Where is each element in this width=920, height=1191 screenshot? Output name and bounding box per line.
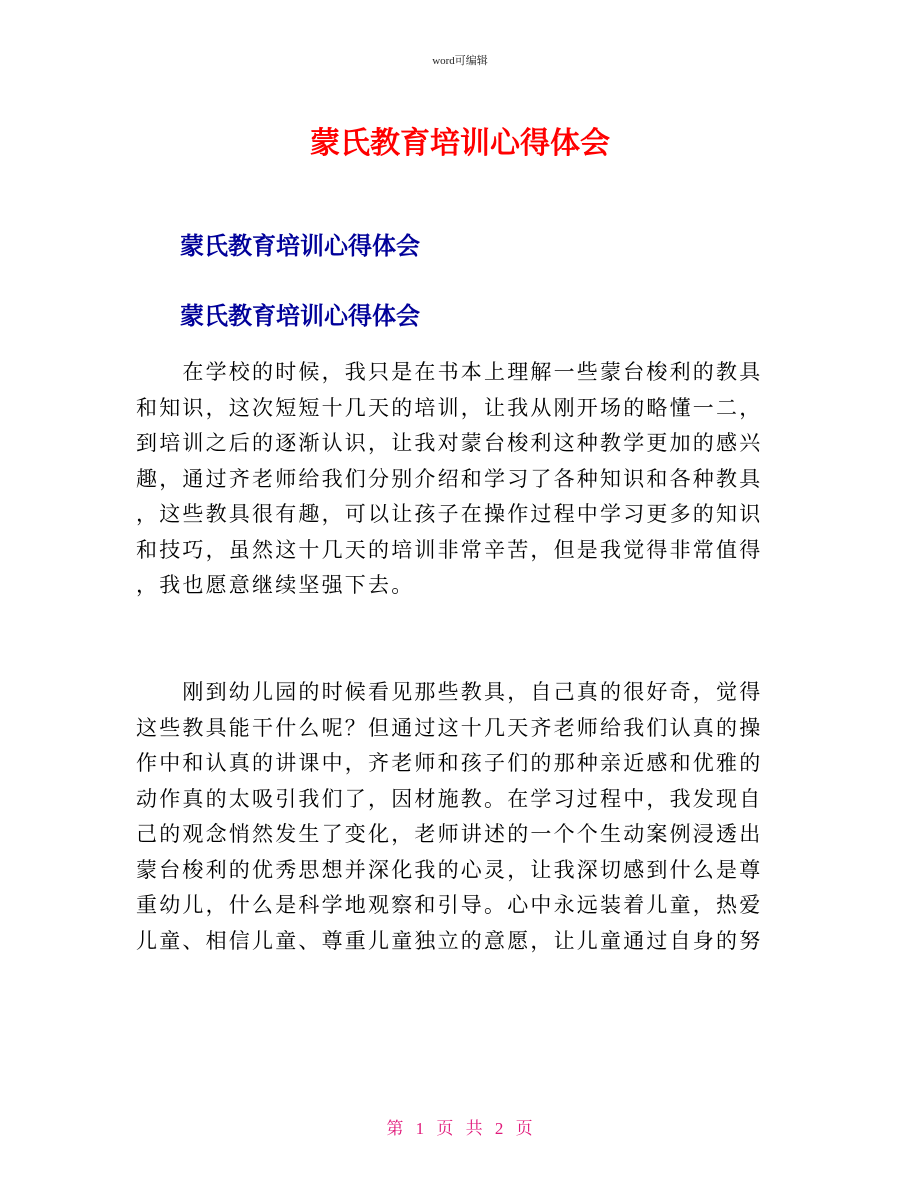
text-line: 到培训之后的逐渐认识，让我对蒙台梭利这种教学更加的感兴	[136, 431, 763, 455]
paragraph	[136, 355, 786, 604]
text-line: 和技巧，虽然这十几天的培训非常辛苦，但是我觉得非常值得	[136, 537, 763, 562]
text-line: 刚到幼儿园的时候看见那些教具，自己真的很好奇，觉得	[136, 680, 763, 704]
page-number-footer: 第 1 页 共 2 页	[386, 1119, 534, 1138]
text-line: 和知识，这次短短十几天的培训，让我从刚开场的略懂一二，	[136, 395, 763, 420]
text-line: 儿童、相信儿童、尊重儿童独立的意愿，让儿童通过自身的努	[136, 928, 763, 953]
text-line: 趣，通过齐老师给我们分别介绍和学习了各种知识和各种教具	[136, 466, 763, 491]
text-line: ，这些教具很有趣，可以让孩子在操作过程中学习更多的知识	[136, 502, 763, 526]
text-line: 重幼儿，什么是科学地观察和引导。心中永远装着儿童，热爱	[136, 893, 763, 917]
text-line: 蒙台梭利的优秀思想并深化我的心灵，让我深切感到什么是尊	[136, 857, 763, 882]
text-line: 己的观念悄然发生了变化，老师讲述的一个个生动案例浸透出	[136, 822, 763, 846]
document-subtitle: 蒙氏教育培训心得体会	[180, 232, 420, 260]
text-line: 在学校的时候，我只是在书本上理解一些蒙台梭利的教具	[136, 360, 763, 384]
page-header: word可编辑	[432, 55, 488, 67]
document-subtitle: 蒙氏教育培训心得体会	[180, 302, 420, 330]
paragraph	[136, 675, 786, 959]
text-line: 这些教具能干什么呢？但通过这十几天齐老师给我们认真的操	[136, 715, 763, 740]
document-title: 蒙氏教育培训心得体会	[310, 126, 610, 161]
text-line: ，我也愿意继续坚强下去。	[136, 573, 415, 597]
text-line: 作中和认真的讲课中，齐老师和孩子们的那种亲近感和优雅的	[136, 751, 763, 775]
text-line: 动作真的太吸引我们了，因材施教。在学习过程中，我发现自	[136, 786, 763, 811]
